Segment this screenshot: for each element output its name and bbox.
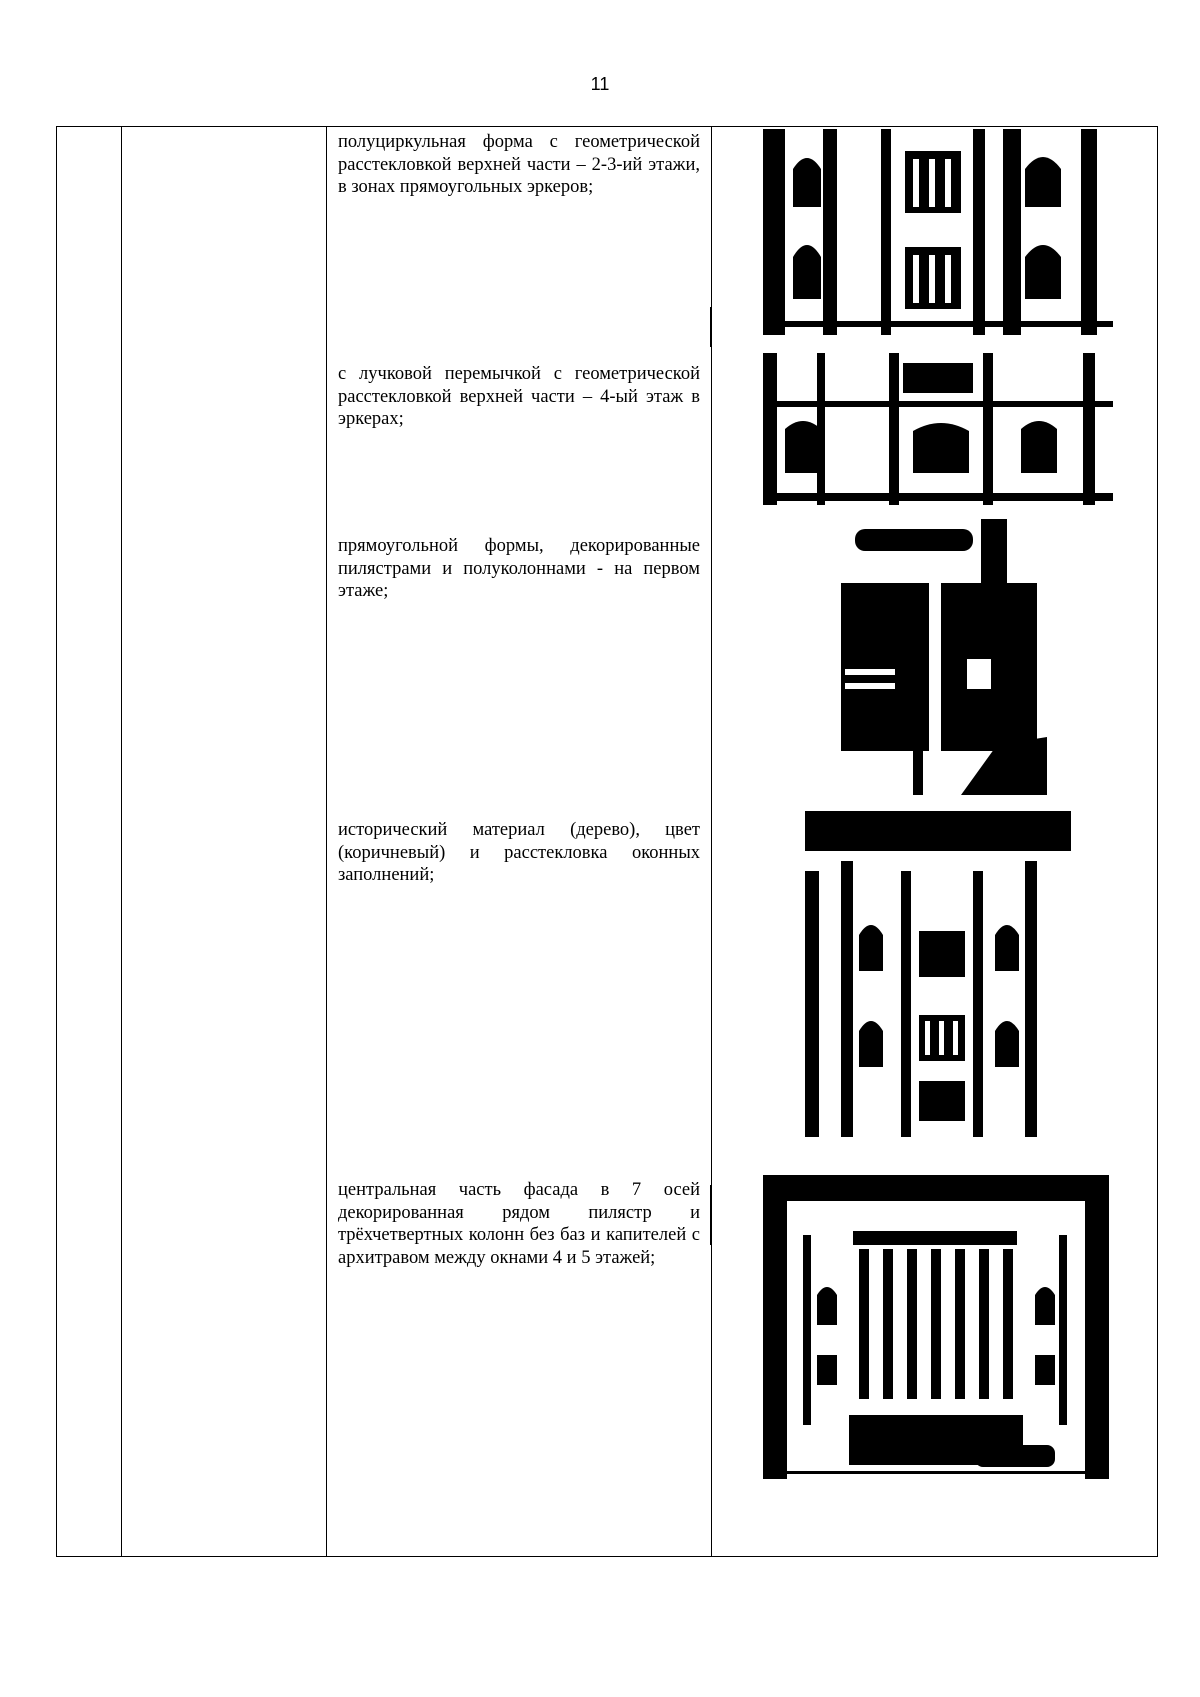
facade-photo-window-fillings (805, 811, 1071, 1137)
row-description-3: прямоугольной формы, декорированные пилястрами и полуколоннами - на первом этаже; (338, 536, 700, 601)
attributes-table (56, 126, 1158, 1557)
row-description-4: исторический материал (дерево), цвет (коричневый) и расстекловка оконных заполнений; (338, 820, 700, 885)
row-description-5: центральная часть фасада в 7 осей декорированная рядом пилястр и трёхчетвертных колонн без баз и капителей с архитравом между окнами 4 и 5 этажей; (338, 1180, 700, 1268)
facade-photo-segmental-windows (763, 353, 1113, 505)
facade-photo-arched-windows (763, 129, 1113, 335)
row-description-1: полуциркульная форма с геометрической расстекловкой верхней части – 2-3-ий этажи, в зонах прямоугольных эркеров; (338, 132, 700, 197)
page-number: 11 (590, 74, 610, 94)
column-divider-1 (121, 127, 122, 1556)
scan-mark (710, 1185, 711, 1245)
ground-floor-shopfront-photo (801, 519, 1113, 795)
row-description-2: с лучковой перемычкой с геометрической расстекловкой верхней части – 4-ый этаж в эркерах; (338, 364, 700, 429)
column-divider-2 (326, 127, 327, 1556)
column-divider-3 (711, 127, 712, 1556)
scan-mark (710, 307, 711, 347)
central-facade-photo (763, 1175, 1109, 1479)
